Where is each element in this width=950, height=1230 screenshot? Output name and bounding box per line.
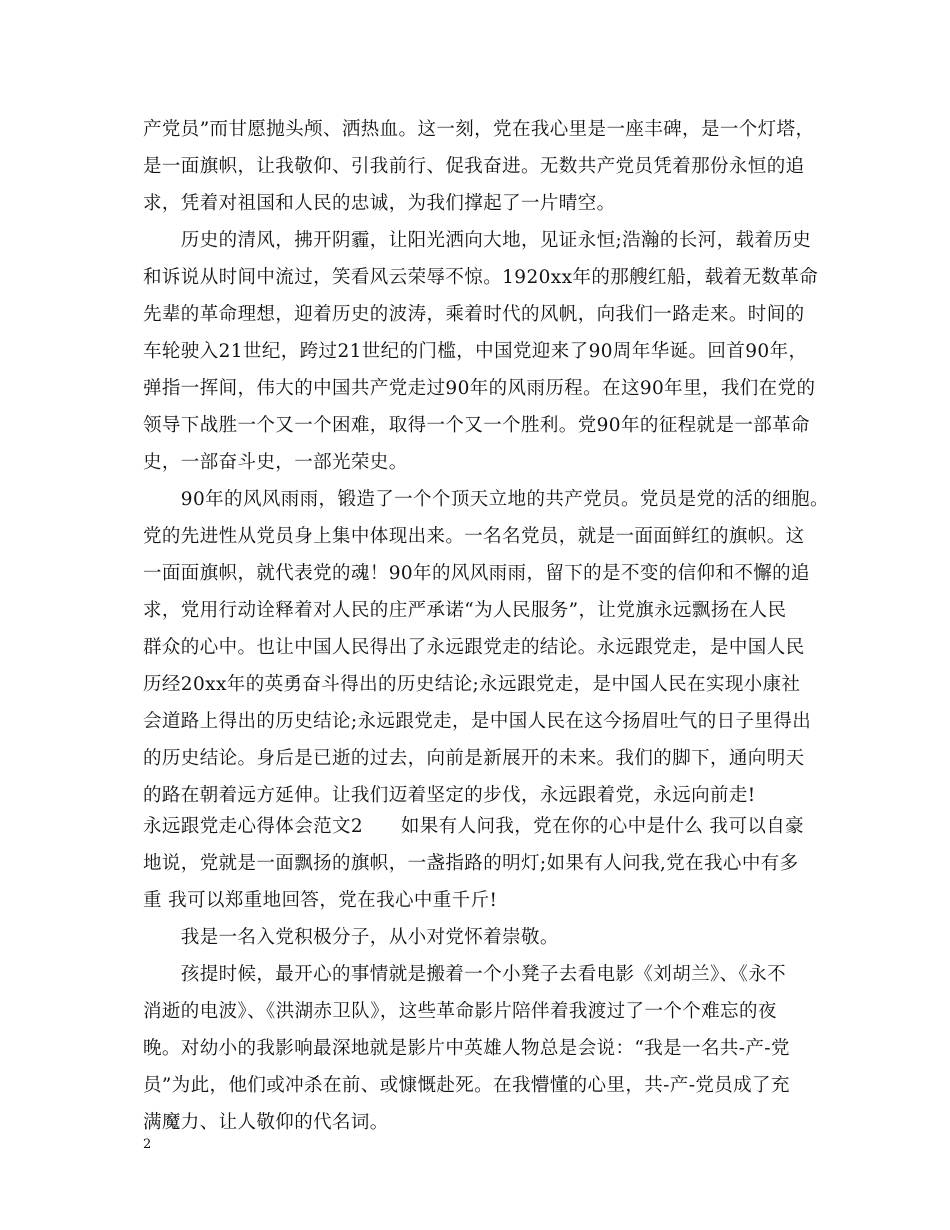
text-line: 员”为此，他们或冲杀在前、或慷慨赴死。在我懵懂的心里，共-产-党员成了充: [143, 1075, 790, 1096]
text-line: 90年的风风雨雨，锻造了一个个顶天立地的共产党员。党员是党的活的细胞。: [143, 489, 829, 510]
text-line: 的路在朝着远方延伸。让我们迈着坚定的步伐，永远跟着党，永远向前走!: [143, 785, 756, 806]
page-number: 2: [143, 1137, 152, 1152]
text-line: 党的先进性从党员身上集中体现出来。一名名党员，就是一面面鲜红的旗帜。这: [143, 526, 805, 547]
text-line: 领导下战胜一个又一个困难，取得一个又一个胜利。党90年的征程就是一部革命: [143, 415, 810, 436]
text-line: 满魔力、让人敬仰的代名词。: [143, 1112, 389, 1133]
text-line: 和诉说从时间中流过，笑看风云荣辱不惊。1920xx年的那艘红船，载着无数革命: [143, 267, 819, 288]
text-line: 消逝的电波》、《洪湖赤卫队》，这些革命影片陪伴着我渡过了一个个难忘的夜: [143, 1001, 777, 1022]
text-line: 的历史结论。身后是已逝的过去，向前是新展开的未来。我们的脚下，通向明天: [143, 748, 805, 769]
text-line: 重 我可以郑重地回答，党在我心中重千斤!: [143, 890, 498, 911]
text-line: 历史的清风，拂开阴霾，让阳光洒向大地，见证永恒;浩瀚的长河，载着历史: [143, 230, 812, 251]
text-line: 求，凭着对祖国和人民的忠诚，为我们撑起了一片晴空。: [143, 193, 616, 214]
text-line: 孩提时候，最开心的事情就是搬着一个小凳子去看电影《刘胡兰》、《永不: [143, 964, 787, 985]
text-line: 一面面旗帜，就代表党的魂！90年的风风雨雨，留下的是不变的信仰和不懈的追: [143, 563, 810, 584]
text-line: 晚。对幼小的我影响最深地就是影片中英雄人物总是会说：“我是一名共-产-党: [143, 1038, 790, 1059]
text-line: 会道路上得出的历史结论;永远跟党走，是中国人民在这今扬眉吐气的日子里得出: [143, 711, 812, 732]
text-line: 地说，党就是一面飘扬的旗帜，一盏指路的明灯;如果有人问我,党在我心中有多: [143, 853, 799, 874]
text-line: 历经20xx年的英勇奋斗得出的历史结论;永远跟党走，是中国人民在实现小康社: [143, 674, 801, 695]
text-line: 产党员”而甘愿抛头颅、洒热血。这一刻，党在我心里是一座丰碑，是一个灯塔，: [143, 119, 815, 140]
text-line: 史，一部奋斗史，一部光荣史。: [143, 452, 408, 473]
text-line: 弹指一挥间，伟大的中国共产党走过90年的风雨历程。在这90年里，我们在党的: [143, 378, 816, 399]
text-line: 是一面旗帜，让我敬仰、引我前行、促我奋进。无数共产党员凭着那份永恒的追: [143, 156, 805, 177]
text-line: 车轮驶入21世纪，跨过21世纪的门槛，中国党迎来了90周年华诞。回首90年，: [143, 341, 808, 362]
section-heading-line: 永远跟党走心得体会范文2 如果有人问我，党在你的心中是什么 我可以自豪: [143, 816, 805, 837]
text-line: 先辈的革命理想，迎着历史的波涛，乘着时代的风帆，向我们一路走来。时间的: [143, 304, 805, 325]
text-line: 我是一名入党积极分子，从小对党怀着崇敬。: [143, 927, 559, 948]
text-line: 群众的心中。也让中国人民得出了永远跟党走的结论。永远跟党走，是中国人民: [143, 637, 805, 658]
text-line: 求，党用行动诠释着对人民的庄严承诺“为人民服务”，让党旗永远飘扬在人民: [143, 600, 787, 621]
